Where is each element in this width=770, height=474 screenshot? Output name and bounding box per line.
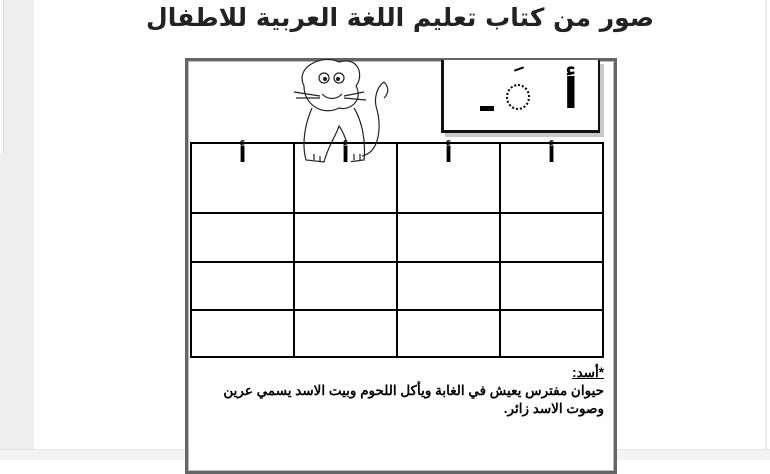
tracing-grid — [190, 142, 604, 358]
grid-cell — [397, 143, 500, 213]
left-panel — [0, 0, 4, 153]
grid-cell — [294, 310, 397, 357]
grid-cell — [397, 310, 500, 357]
grid-cell — [500, 262, 603, 310]
grid-cell — [500, 143, 603, 213]
cell-letter: أ — [341, 143, 350, 168]
description — [192, 364, 604, 418]
description-text: حيوان مفترس يعيش في الغابة ويأكل اللحوم وبيت الاسد يسمي عرين وصوت الاسد زائر. — [223, 383, 604, 416]
grid-cell — [500, 310, 603, 357]
scrollbar[interactable] — [765, 0, 767, 449]
dash-icon — [480, 106, 494, 111]
grid-cell — [500, 213, 603, 262]
cell-letter: أ — [547, 143, 556, 168]
description-heading: *أسد: — [572, 365, 604, 380]
grid-cell — [191, 262, 294, 310]
grid-row — [191, 310, 603, 357]
grid-cell — [294, 213, 397, 262]
grid-row — [191, 213, 603, 262]
letter-box — [441, 60, 600, 133]
cell-letter: أ — [444, 143, 453, 168]
grid-cell — [294, 262, 397, 310]
grid-cell — [397, 262, 500, 310]
grid-cell — [397, 213, 500, 262]
dotted-circle-icon — [506, 84, 530, 110]
grid-cell — [191, 310, 294, 357]
page-title: صور من كتاب تعليم اللغة العربية للاطفال — [146, 3, 654, 32]
big-letter: أ — [563, 69, 578, 118]
fatha-mark-icon — [514, 66, 524, 71]
left-gutter — [0, 0, 34, 459]
grid-cell — [191, 213, 294, 262]
grid-cell — [191, 143, 294, 213]
grid-row — [191, 262, 603, 310]
cell-letter: أ — [238, 143, 247, 168]
